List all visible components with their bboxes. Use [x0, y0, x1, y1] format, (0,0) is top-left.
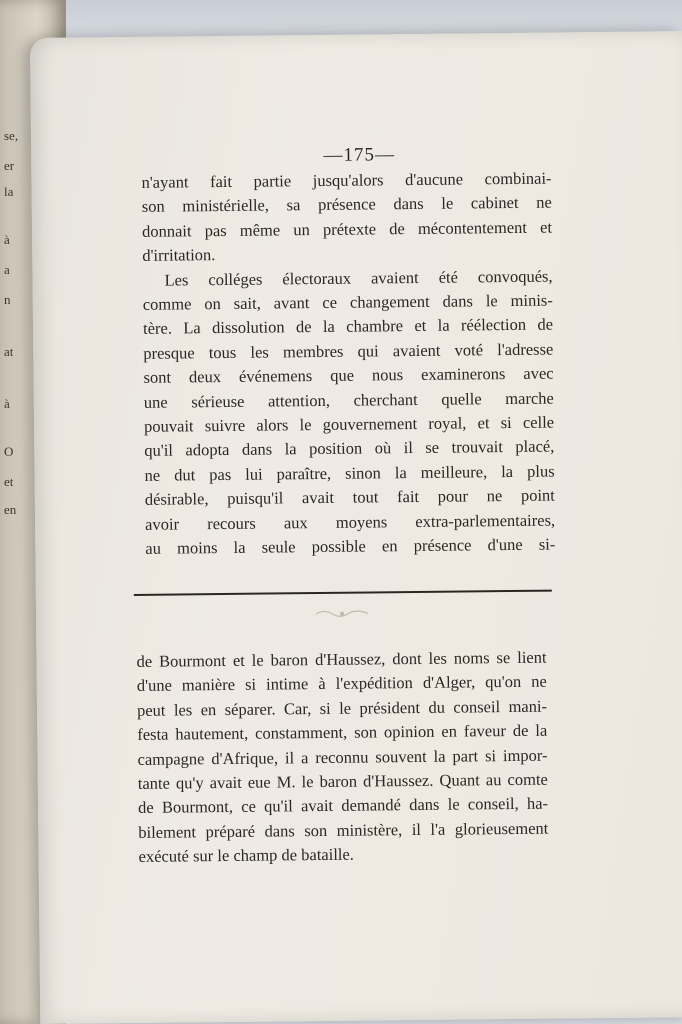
text-line: n'ayant fait partie jusqu'alors d'aucune combinai- [141, 168, 552, 192]
facing-page-fragment: en [4, 502, 17, 517]
text-line: de Bourmont, ce qu'il avait demandé dans le conseil, ha- [137, 794, 549, 818]
text-line: qu'il adopta dans la position où il se trouvait placé, [144, 437, 555, 461]
text-line: une sérieuse attention, cherchant quelle marche [143, 388, 554, 412]
facing-page-fragment: la [4, 184, 14, 199]
text-line: comme on sait, avant ce changement dans le minis- [142, 290, 553, 314]
text-line: exécuté sur le champ de bataille. [138, 844, 354, 867]
facing-page-fragment: se, [4, 128, 19, 143]
facing-page-fragment: et [4, 474, 14, 489]
text-line: au moins la seule possible en présence d'une si- [145, 534, 556, 558]
book-page [30, 31, 682, 1024]
text-line: peut les en séparer. Car, si le président du conseil mani- [136, 696, 548, 720]
text-line: désirable, puisqu'il avait tout fait pour ne point [144, 485, 555, 510]
text-line: son ministérielle, sa présence dans le cabinet ne [141, 192, 552, 217]
facing-page-fragment: O [4, 444, 14, 459]
facing-page-fragment: à [4, 232, 10, 247]
ornament-icon [314, 608, 370, 619]
facing-page-fragment: a [4, 262, 10, 277]
facing-page-fragment: er [4, 158, 15, 173]
text-line: de Bourmont et le baron d'Haussez, dont les noms se lient [136, 647, 547, 671]
text-line: sont deux événemens que nous examinerons avec [143, 363, 554, 388]
footnote-text [136, 646, 548, 870]
text-line: d'une manière si intime à l'expédition d'Alger, qu'on ne [136, 672, 547, 696]
page-number: —175— [323, 144, 396, 166]
footnote-rule [134, 590, 552, 596]
facing-page-fragment: à [4, 396, 10, 411]
text-line: tante qu'y avait eue M. le baron d'Haussez. Quant au comte [137, 769, 548, 793]
text-line: Les colléges électoraux avaient été convoqués, [164, 266, 553, 290]
text-line: festa hautement, constamment, son opinion en faveur de la [137, 720, 548, 745]
facing-page-fragment: at [4, 344, 14, 359]
text-line: d'irritation. [142, 245, 216, 266]
text-line: campagne d'Afrique, il a reconnu souvent la part si impor- [137, 745, 548, 769]
text-line: presque tous les membres qui avaient voté l'adresse [143, 339, 554, 363]
text-line: donnait pas même un prétexte de mécontentement et [141, 217, 553, 241]
facing-page-fragment: n [4, 292, 11, 307]
text-line: avoir recours aux moyens extra-parlementaires, [144, 510, 556, 534]
text-line: ne dut pas lui paraître, sinon la meilleure, la plus [144, 461, 555, 485]
text-line: pouvait suivre alors le gouvernement royal, et si celle [143, 412, 555, 436]
main-text [141, 167, 555, 562]
text-line: tère. La dissolution de la chambre et la réélection de [142, 314, 554, 339]
text-line: bilement préparé dans son ministère, il l'a glorieusement [138, 818, 549, 842]
